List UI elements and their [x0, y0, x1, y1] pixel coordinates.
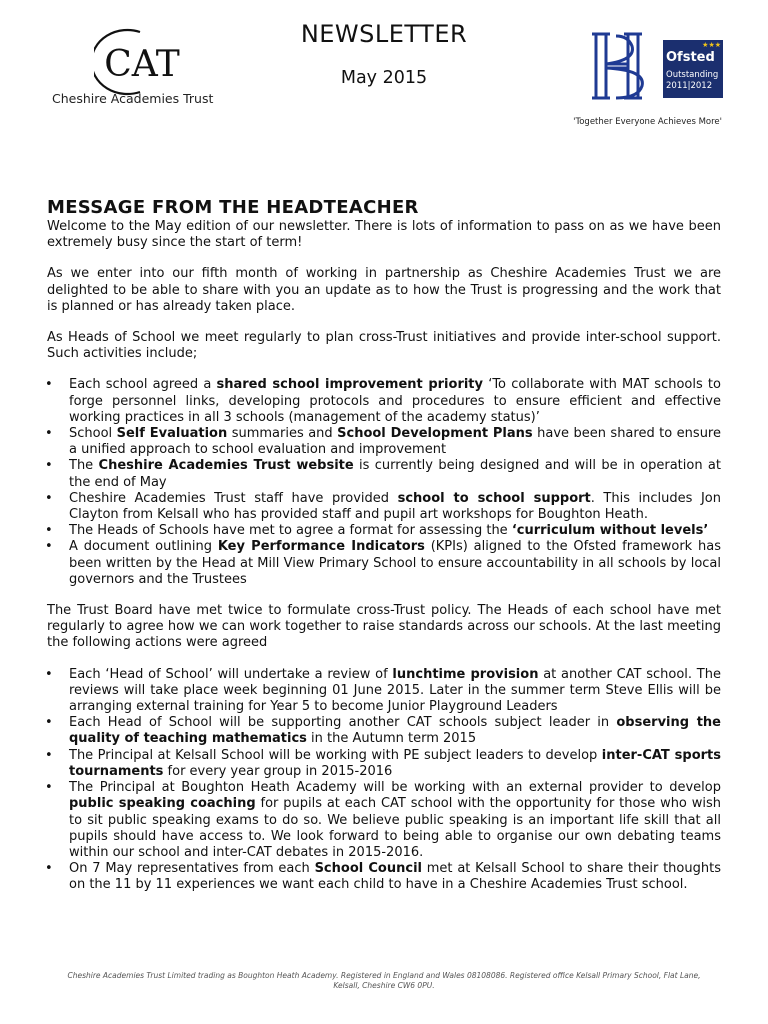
newsletter-header	[0, 0, 768, 140]
ofsted-years: 2011|2012	[666, 81, 713, 91]
cat-logo-letters: CAT	[104, 44, 180, 85]
list-item: • The Heads of Schools have met to agree a format for assessing the ‘curriculum without levels’	[47, 523, 721, 539]
ofsted-brand: Ofsted	[666, 50, 715, 65]
hb-monogram-logo-icon	[586, 30, 648, 102]
trust-board-paragraph: The Trust Board have met twice to formulate cross-Trust policy. The Heads of each school have met regularly to agree how we can work together to raise standards across our schools. At the last meeting the following actions were agreed	[47, 603, 721, 651]
activities-intro-paragraph: As Heads of School we meet regularly to plan cross-Trust initiatives and provide inter-school support. Such activities include;	[47, 330, 721, 362]
partnership-paragraph: As we enter into our fifth month of working in partnership as Cheshire Academies Trust we are delighted to be able to share with you an update as to how the Trust is progressing and the work that is planned or has already taken place.	[47, 266, 721, 314]
ofsted-stars-icon: ★★★	[702, 41, 721, 49]
footer-line: Cheshire Academies Trust Limited trading as Boughton Heath Academy. Registered in England and Wales 08108086. Registered office Kelsall Primary School, Flat Lane,	[67, 971, 701, 980]
ofsted-badge	[663, 40, 723, 98]
headteacher-message	[47, 197, 721, 909]
newsletter-title: NEWSLETTER	[300, 20, 468, 48]
issue-date: May 2015	[340, 68, 428, 88]
school-motto: 'Together Everyone Achieves More'	[573, 117, 722, 127]
list-item: • The Principal at Kelsall School will be working with PE subject leaders to develop inter-CAT sports tournaments for every year group in 2015-2016	[47, 748, 721, 780]
list-item: • The Cheshire Academies Trust website is currently being designed and will be in operation at the end of May	[47, 458, 721, 490]
list-item: • A document outlining Key Performance Indicators (KPIs) aligned to the Ofsted framework has been written by the Head at Mill View Primary School to ensure accountability in all schools by local governors and the Trustees	[47, 539, 721, 588]
list-item: • School Self Evaluation summaries and School Development Plans have been shared to ensure a unified approach to school evaluation and improvement	[47, 426, 721, 458]
activities-list	[47, 377, 721, 588]
list-item: • Cheshire Academies Trust staff have provided school to school support. This includes Jon Clayton from Kelsall who has provided staff and pupil art workshops for Boughton Heath.	[47, 491, 721, 523]
list-item: • Each Head of School will be supporting another CAT schools subject leader in observing the quality of teaching mathematics in the Autumn term 2015	[47, 715, 721, 747]
actions-list	[47, 667, 721, 894]
list-item: • Each school agreed a shared school improvement priority ‘To collaborate with MAT schools to forge personnel links, developing protocols and procedures to ensure efficient and effective working practices in all 3 schools (management of the academy status)’	[47, 377, 721, 426]
intro-paragraph: Welcome to the May edition of our newsletter. There is lots of information to pass on as we have been extremely busy since the start of term!	[47, 219, 721, 251]
ofsted-rating: Outstanding	[666, 70, 719, 80]
trust-name: Cheshire Academies Trust	[52, 91, 214, 106]
page-footer	[0, 971, 768, 991]
list-item: • On 7 May representatives from each School Council met at Kelsall School to share their thoughts on the 11 by 11 experiences we want each child to have in a Cheshire Academies Trust school.	[47, 861, 721, 893]
section-heading: MESSAGE FROM THE HEADTEACHER	[47, 197, 419, 218]
footer-line: Kelsall, Cheshire CW6 0PU.	[333, 981, 435, 990]
list-item: • The Principal at Boughton Heath Academy will be working with an external provider to develop public speaking coaching for pupils at each CAT school with the opportunity for those who wish to sit public speaking exams to do so. We believe public speaking is an important life skill that all pupils should have access to. We look forward to being able to organise our own debating teams within our school and inter-CAT debates in 2015-2016.	[47, 780, 721, 861]
list-item: • Each ‘Head of School’ will undertake a review of lunchtime provision at another CAT school. The reviews will take place week beginning 01 June 2015. Later in the summer term Steve Ellis will be arranging external training for Year 5 to become Junior Playground Leaders	[47, 667, 721, 716]
